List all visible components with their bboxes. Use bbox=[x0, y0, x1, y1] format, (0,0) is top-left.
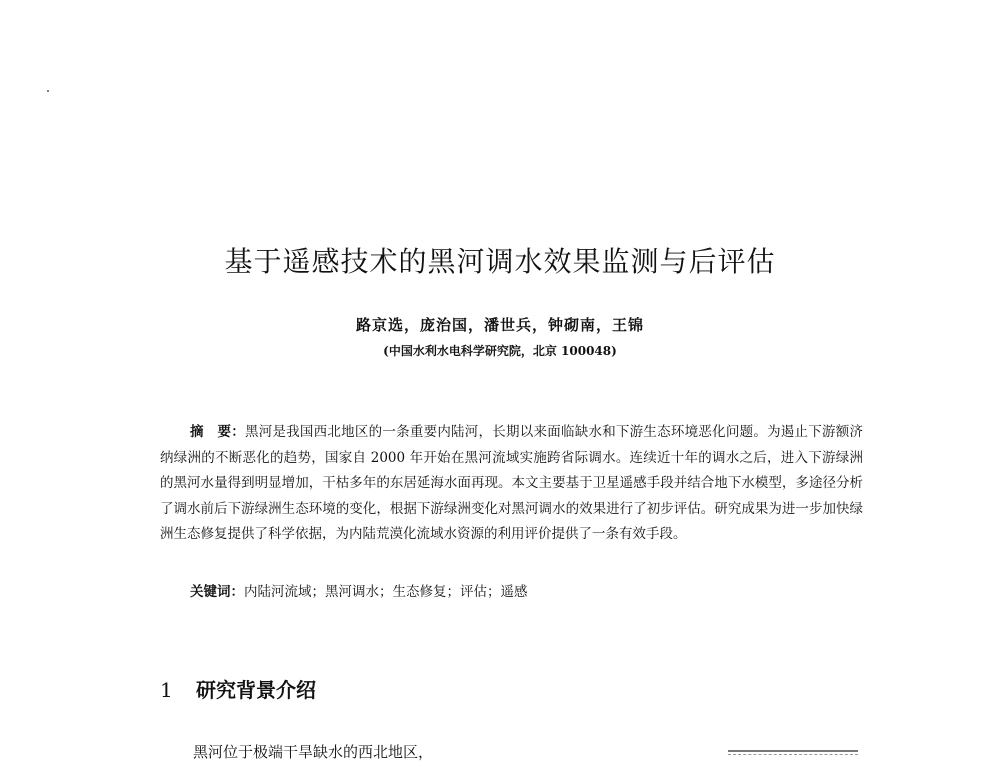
keywords-label: 关键词： bbox=[190, 584, 244, 600]
body-text-line: 黑河位于极端干旱缺水的西北地区， bbox=[193, 743, 434, 761]
figure-frame-fragment bbox=[728, 750, 858, 761]
author-affiliation: (中国水利水电科学研究院，北京 100048) bbox=[383, 344, 617, 358]
section-heading bbox=[160, 674, 316, 703]
abstract-text: 黑河是我国西北地区的一条重要内陆河，长期以来面临缺水和下游生态环境恶化问题。为遏止下游额济纳绿洲的不断恶化的趋势，国家自 2000 年开始在黑河流域实施跨省际调水。连续近十年的调水之后，进入下游绿洲的黑河水量得到明显增加，干枯多年的东居延海水面再现。本文主要基于卫星遥感手段并结合地下水模型，多途径分析了调水前后下游绿洲生态环境的变化，根据下游绿洲变化对黑河调水的效果进行了初步评估。研究成果为进一步加快绿洲生态修复提供了科学依据，为内陆荒漠化流域水资源的利用评价提供了一条有效手段。 bbox=[160, 424, 864, 542]
author-list: 路京选，庞治国，潘世兵，钟砌南，王锦 bbox=[355, 316, 644, 334]
keywords-line bbox=[190, 581, 863, 603]
abstract-paragraph bbox=[160, 420, 863, 548]
scan-speck bbox=[47, 90, 49, 92]
abstract-label: 摘 要： bbox=[190, 424, 245, 440]
keywords-text: 内陆河流域；黑河调水；生态修复；评估；遥感 bbox=[244, 584, 528, 600]
paper-title: 基于遥感技术的黑河调水效果监测与后评估 bbox=[224, 245, 776, 278]
section-title: 研究背景介绍 bbox=[196, 678, 316, 702]
section-number: 1 bbox=[160, 678, 173, 702]
